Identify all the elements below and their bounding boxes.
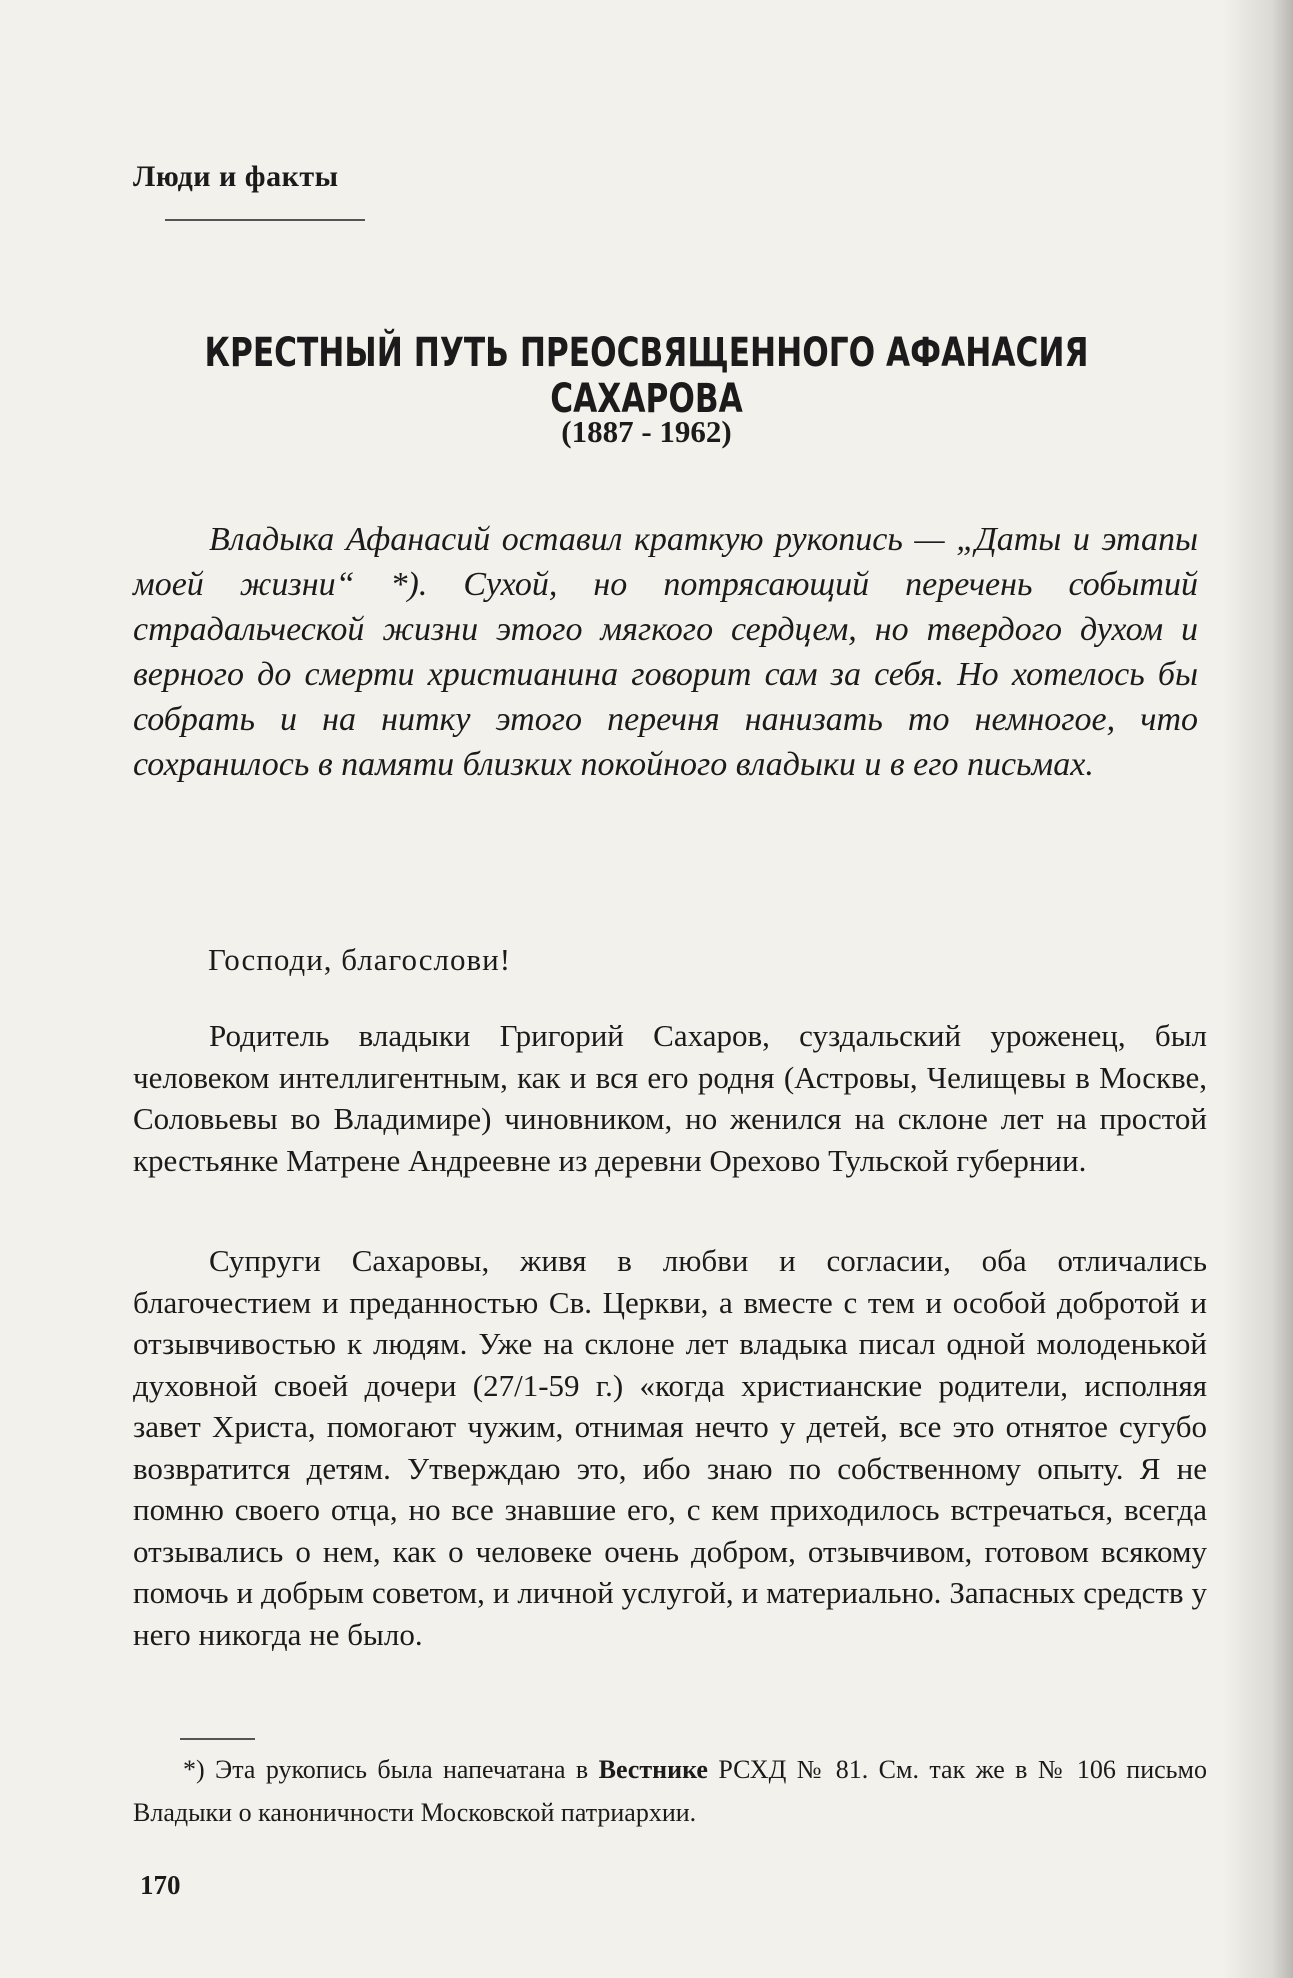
page-number: 170 [140, 1870, 181, 1900]
footnote-journal-name: Вестнике [598, 1755, 708, 1784]
section-header: Люди и факты [133, 160, 339, 193]
header-divider [165, 219, 365, 221]
article-years: (1887 - 1962) [561, 414, 732, 449]
intro-paragraph: Владыка Афанасий оставил краткую рукопись — „Даты и этапы моей жизни“ *). Сухой, но потрясающий перечень событий страдальческой жизни этого мягкого сердцем, но твердого духом и верного до смерти христианина говорит сам за себя. Но хотелось бы собрать и на нитку этого перечня нанизать то немногое, что сохранилось в памяти близких покойного владыки и в его письмах. [133, 521, 1198, 783]
body-paragraph-1: Родитель владыки Григорий Сахаров, суздальский уроженец, был человеком интеллигентным, как и вся его родня (Астровы, Челищевы в Москве, Соловьевы во Владимире) чиновником, но женился на склоне лет на простой крестьянке Матрене Андреевне из деревни Орехово Тульской губернии. [133, 1018, 1207, 1178]
greeting: Господи, благослови! [208, 942, 512, 977]
body-paragraph-2: Супруги Сахаровы, живя в любви и согласии, оба отличались благочестием и преданностью Св. Церкви, а вместе с тем и особой добротой и отзывчивостью к людям. Уже на склоне лет владыка писал одной молоденькой духовной своей дочери (27/1-59 г.) «когда христианские родители, исполняя завет Христа, помогают чужим, отнимая нечто у детей, все это отнятое сугубо возвратится детям. Утверждаю это, ибо знаю по собственному опыту. Я не помню своего отца, но все знавшие его, с кем приходилось встречаться, всегда отзывались о нем, как о человеке очень добром, отзывчивом, готовом всякому помочь и добрым советом, и личной услугой, и материально. Запасных средств у него никогда не было. [133, 1243, 1207, 1652]
page-edge-shadow [1223, 0, 1293, 1978]
footnote [133, 1748, 1207, 1834]
footnote-text-after: РСХД № 81. См. так же в № 106 письмо Владыки о каноничности Московской патриархии. [133, 1755, 1207, 1827]
article-title: КРЕСТНЫЙ ПУТЬ ПРЕОСВЯЩЕННОГО АФАНАСИЯ САХАРОВА [204, 330, 1089, 422]
footnote-text-before: *) Эта рукопись была напечатана в [183, 1755, 599, 1784]
footnote-divider [180, 1738, 255, 1740]
